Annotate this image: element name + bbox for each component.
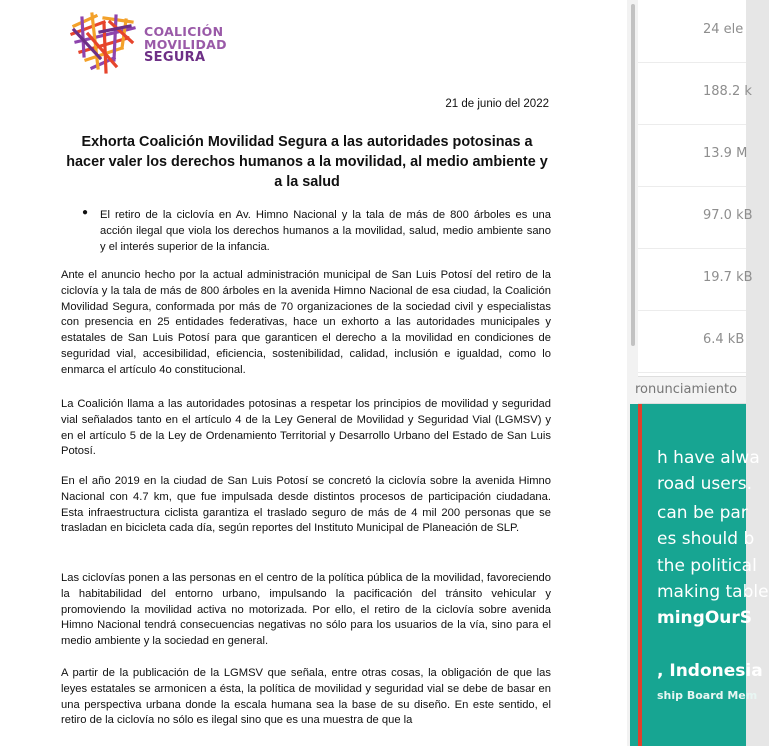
preview-hashtag: mingOurS [657,608,752,628]
file-row[interactable] [638,186,753,249]
coalicion-logo [70,12,250,80]
preview-accent-bar [638,404,642,746]
paragraph-4: Las ciclovías ponen a las personas en el centro de la política pública de la movilidad, favoreciendo la habitabilidad del entorno urbano, impulsando la pacificación del tránsito vehicular y promoviendo la movilidad activa no motorizada. Por ello, el retiro de la ciclovía sobre avenida Himno Nacional tendrá consecuencias negativas no sólo para los usuarios de la vía, sino para el medio ambiente y la sociedad en general. [61,572,551,648]
paragraph-1: Ante el anuncio hecho por la actual administración municipal de San Luis Potosí del retiro de la ciclovía y la tala de más de 800 árboles en la avenida Himno Nacional de esa ciudad, la Coalición Movilidad Segura, conformada por más de 70 organizaciones de la sociedad civil y especialistas con presencia en 25 entidades federativas, hace un exhorto a las autoridades municipales y estatales de San Luis Potosí para que garanticen el derecho a la movilidad en condiciones de seguridad vial, accesibilidad, eficiencia, sostenibilidad, calidad, inclusión e igualdad, como lo enmarca el artículo 4o constitucional. [61,269,551,376]
image-preview [630,404,769,746]
file-size: 188.2 k [703,84,752,99]
scrollbar-thumb[interactable] [631,4,635,346]
logo-line-3: SEGURA [144,50,206,65]
paragraph-5: A partir de la publicación de la LGMSV que señala, entre otras cosas, la obligación de que las leyes estatales se armonicen a ésta, la política de movilidad y seguridad vial se debe de basar en una perspectiva urbana donde la escala humana sea la base de su diseño. En este sentido, el retiro de la ciclovía no sólo es ilegal sino que es una muestra de que la [61,667,551,727]
file-size: 19.7 kB [703,270,753,285]
preview-text-line: es should b [657,529,755,549]
preview-text-line: h have alwa [657,448,760,468]
heart-logo-icon [70,12,138,76]
file-row[interactable] [638,310,746,373]
selected-file-row[interactable] [635,376,746,404]
file-size: 13.9 M [703,146,748,161]
document-title: Exhorta Coalición Movilidad Segura a las autoridades potosinas a hacer valer los derechos humanos a la movilidad, al medio ambiente y a la salud [66,134,548,190]
logo-line-1: COALICIÓN [144,24,224,39]
bullet-icon: ● [82,207,89,218]
preview-subtitle: ship Board Mem [657,689,758,702]
preview-text-line: the political [657,556,757,576]
file-list-panel [635,0,769,746]
preview-text-line: making table [657,582,769,602]
file-size: 6.4 kB [703,332,745,347]
logo-line-2: MOVILIDAD [144,37,227,52]
file-name: ronunciamiento [635,382,738,397]
file-row[interactable] [638,124,746,187]
preview-text-line: can be par [657,503,748,523]
preview-text-line: road users. [657,474,752,494]
file-size: 24 ele [703,22,744,37]
summary-bullet: El retiro de la ciclovía en Av. Himno Nacional y la tala de más de 800 árboles es una acción ilegal que viola los derechos humanos a la movilidad, salud, medio ambiente sano y el interés superior de la infancia. [100,209,551,253]
document-date: 21 de junio del 2022 [445,98,549,110]
file-row[interactable] [638,0,746,63]
paragraph-2: La Coalición llama a las autoridades potosinas a respetar los principios de movilidad y seguridad vial señalados tanto en el artículo 4 de la Ley General de Movilidad y Seguridad Vial (LGMSV) y en el artículo 5 de la Ley de Ordenamiento Territorial y Desarrollo Urbano del Estado de San Luis Potosí. [61,398,551,458]
paragraph-3: En el año 2019 en la ciudad de San Luis Potosí se concretó la ciclovía sobre la avenida Himno Nacional con 4.7 km, que fue impulsada desde distintos procesos de participación ciudadana. Esta infraestructura ciclista garantiza el traslado seguro de más de 4 mil 200 personas que se trasladan en bicicleta cada día, según reportes del Instituto Municipal de Planeación de SLP. [61,475,551,535]
file-row[interactable] [638,62,752,125]
preview-location: , Indonesia [657,661,763,681]
file-row[interactable] [638,248,753,311]
file-size: 97.0 kB [703,208,753,223]
